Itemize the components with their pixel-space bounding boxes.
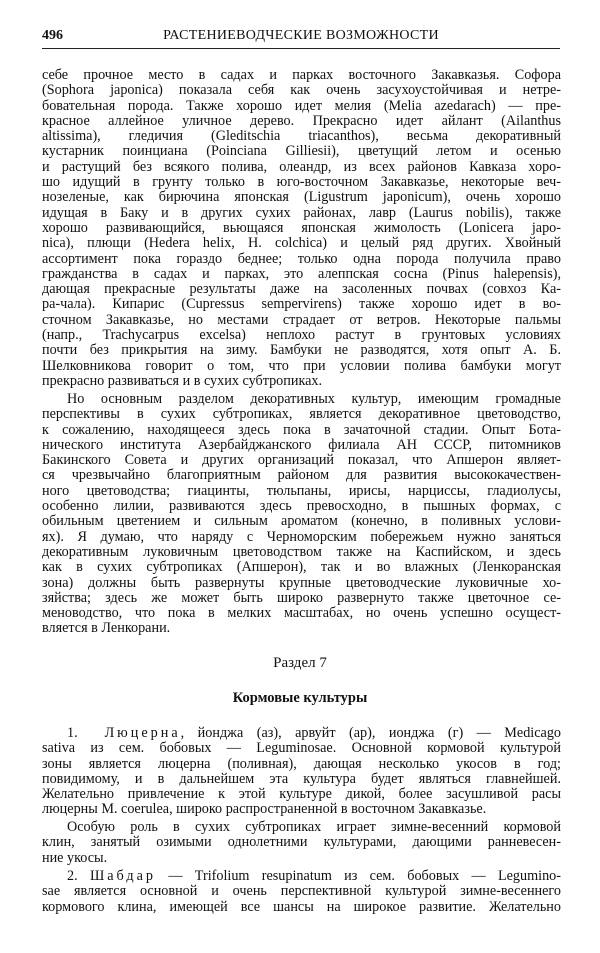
paragraph-line [42,869,561,884]
paragraph-line: Бакинского Совета и других организаций показал, что Апшерон являет- [42,452,561,469]
paragraph-line: меноводство, что пока в мелких масштабах, но очень успешно осущест- [42,605,561,622]
paragraph-line: обильным цветением и сильным ароматом (конечно, в поливных услови- [42,513,561,530]
paragraph-line: клин, занятый озимыми однолетними культурами, дающими ранневесен- [42,834,561,851]
paragraph-line: кормового клина, имеющей все шансы на широкое развитие. Желательно [42,898,561,915]
paragraph-line: перспективы в сухих субтропиках, является декоративное цветоводство, [42,406,561,423]
paragraph-line: шо идущий в грунту только в юго-восточном Закавказье, некоторые веч- [42,174,561,191]
paragraph-line: люцерны M. coerulea, широко распространенной в восточном Закавказье. [42,801,487,818]
paragraph-line: к сожалению, находящееся здесь пока в зачаточной стадии. Опыт Бота- [42,421,561,438]
paragraph-line: особенно лилии, развиваются здесь превосходно, в пышных формах, с [42,498,561,515]
paragraph-line [42,726,561,741]
page-number: 496 [42,28,63,43]
paragraph-line: nica), плющи (Hedera helix, H. colchica) и целый ряд других. Хвойный [42,235,561,252]
paragraph-line: зона) должны быть развернуты крупные цветоводческие луковичные хо- [42,574,561,591]
paragraph-line: sae является основной и очень перспективной культурой зимне-весеннего [42,883,561,900]
paragraph-line: прекрасно развиваться и в сухих субтропиках. [42,372,323,389]
paragraph-winter-forage [42,820,561,866]
paragraph-lines [42,741,561,817]
paragraph-line: sativa из сем. бобовых — Leguminosae. Основной кормовой культурой [42,740,561,757]
paragraph-line: кустарник поинциана (Poinciana Gilliesii), цветущий летом и осенью [42,143,561,160]
paragraph-line: зоны является люцерна (поливная), дающая несколько укосов в год; [42,755,561,772]
paragraph-line: Особую роль в сухих субтропиках играет зимне-весенний кормовой [67,819,561,835]
paragraph-alfalfa [42,726,561,818]
paragraph-floriculture [42,392,561,637]
term-spaced: Шабдар [89,868,157,884]
paragraph-line: сточном Закавказье, но местами страдает от ветров. Некоторые пальмы [42,311,561,328]
paragraph-line: нического института Азербайджанского филиала АН СССР, питомников [42,436,561,453]
paragraph-line: ние укосы. [42,849,108,866]
paragraph-line: ного цветоводства; гиацинты, тюльпаны, ирисы, нарциссы, гладиолусы, [42,482,561,499]
item-number: 1. [67,725,78,741]
paragraph-line: хорошо развивающийся, вьющаяся японская жимолость (Lonicera japo- [42,219,561,236]
line-text: — Trifolium resupinatum из сем. бобовых — Legumino- [156,868,562,884]
paragraph-line: красное аллейное уличное дерево. Прекрасно идет айлант (Ailanthus [42,112,561,129]
paragraph-line: Но основным разделом декоративных культур, имеющим громадные [67,391,561,407]
paragraph-shabdar [42,869,561,915]
paragraph-lines [42,884,561,915]
paragraph-line: повидимому, и в дальнейшем эта культура будет являться главнейшей. [42,770,561,787]
item-number: 2. [67,868,78,884]
paragraph-line: себе прочное место в садах и парках восточного Закавказья. Софора [42,67,561,83]
paragraph-line: ассортимент пока гораздо беднее; только одна порода получила право [42,250,561,267]
paragraph-line: и растущий без всякого полива, олеандр, из всех районов Кавказа хоро- [42,158,561,175]
paragraph-line: дающая прекрасные результаты даже на засоленных почвах (совхоз Ка- [42,281,561,298]
section-number: Раздел 7 [273,655,327,671]
paragraph-line: Шелковникова говорит о том, что при условии полива бамбуки могут [42,357,561,374]
section-title: Кормовые культуры [232,690,368,706]
paragraph-line: идущая в Баку и в других сухих районах, лавр (Laurus nobilis), также [42,204,561,221]
paragraph-line: ра-чала). Кипарис (Cupressus sempervirens) также хорошо идет в во- [42,296,561,313]
running-header [42,28,560,48]
term-spaced: Люцерна [104,725,181,741]
paragraph-line: ся чрезвычайно благоприятным районом для развития высококачествен- [42,467,561,484]
running-title: РАСТЕНИЕВОДЧЕСКИЕ ВОЗМОЖНОСТИ [163,28,439,43]
paragraph-line: Желательно привлечение к этой культуре дикой, более засушливой расы [42,786,561,803]
paragraph-line: нозеленые, как бирючина японская (Ligustrum japonicum), очень хорошо [42,189,561,206]
paragraph-line: altissima), гледичия (Gleditschia triacanthos), весьма декоративный [42,128,561,145]
line-text: , йонджа (аз), арвуйт (ар), ионджа (г) — Medicago [180,725,562,741]
paragraph-line: ях). Я думаю, что наряду с Черноморским побережьем нужно заняться [42,528,561,545]
paragraph-line: как в сухих субтропиках (Апшерон), так и во влажных (Ленкоранская [42,559,561,576]
paragraph-line: декоративным луковичным цветоводством также на Каспийском, и здесь [42,543,561,560]
paragraph-line: (напр., Trachycarpus excelsa) неплохо растут в грунтовых условиях [42,327,561,344]
paragraph-line: (Sophora japonica) показала себя как очень засухоустойчивая и нетре- [42,82,561,99]
paragraph-line: бовательная порода. Также хорошо идет мелия (Melia azedarach) — пре- [42,97,561,114]
paragraph-line: гражданства в садах и парках, это алеппская сосна (Pinus halepensis), [42,265,561,282]
header-rule [42,48,560,49]
paragraph-line: почти без прикрытия на зиму. Бамбуки не разводятся, хотя опыт А. Б. [42,342,561,359]
paragraph-ornamental-trees [42,68,561,389]
paragraph-line: зяйства; здесь же может быть широко развернуто также цветочное се- [42,589,561,606]
paragraph-line: вляется в Ленкорани. [42,620,171,637]
